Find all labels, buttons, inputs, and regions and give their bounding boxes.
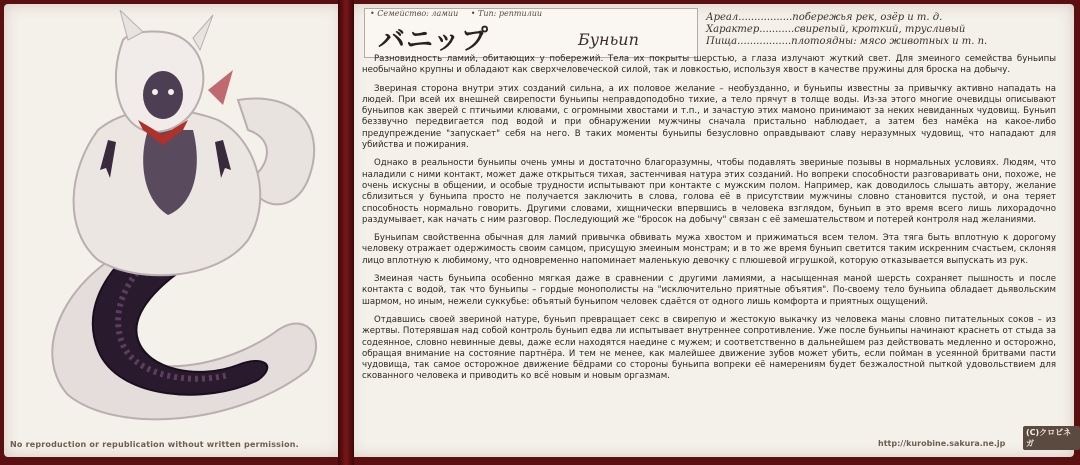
paragraph-5: Змеиная часть буньипа особенно мягкая даже в сравнении с другими ламиями, а насыщенная маной шерсть сохраняет пышность и после контакта с водой, так что буньипы – гордые монополисты на "исключительно приятные объятия". По-своему тело буньипа обладает дьявольским шармом, но иным, нежели суккубье: объятый буньипом человек сдаётся от одного лишь комфорта и приятных ощущений. bbox=[362, 274, 1056, 307]
bunyip-illustration bbox=[8, 10, 338, 435]
russian-name: Буньип bbox=[578, 30, 639, 49]
stat-food: Пища.................плотоядны: мясо животных и т. п. bbox=[706, 36, 988, 47]
classification-tags bbox=[370, 9, 552, 18]
paragraph-4: Буньипам свойственна обычная для ламий привычка обвивать мужа хвостом и прижиматься всем телом. Эта тяга быть вплотную к дорогому человеку отражает одержимость своим самцом, присущую змеиным монстрам; и в то же время буньип светится таким искренним счастьем, склоняя лицо вплотную к любимому, что одновременно напоминает маленькую девочку с плюшевой игрушкой, которую отказывается выпускать из рук. bbox=[362, 233, 1056, 266]
paragraph-1: Разновидность ламий, обитающих у побережий. Тела их покрыты шерстью, а глаза излучают жуткий свет. Для змеиного семейства буньипы необычайно крупны и обладают как сверхчеловеческой силой, так и ловкостью, используя хвост в качестве пружины для броска на добычу. bbox=[362, 54, 1056, 76]
stats-block bbox=[706, 12, 1066, 48]
book-spine bbox=[338, 0, 354, 465]
website-url[interactable]: http://kurobine.sakura.ne.jp bbox=[878, 439, 1006, 448]
copyright-notice: No reproduction or republication without written permission. bbox=[10, 440, 299, 449]
stat-character: Характер...........свирепый, кроткий, трусливый bbox=[706, 24, 966, 35]
paragraph-6: Отдавшись своей звериной натуре, буньип превращает секс в свирепую и жестокую выкачку из человека маны словно питательных соков – из жертвы. Потерявшая над собой контроль буньип едва ли испытывает внутреннее сопротивление. Уже после буньипы начинают краснеть от стыда за содеянное, словно невинные девы, даже если находятся наедине с мужем; и соответственно в дальнейшем раз действовать медленно и осторожно, обращая внимание на состояние партнёра. И тем не менее, как малейшее движение зубов может убить, если пойман в усеянной бритвами пасти чудовища, так самое осторожное движение бёдрами со стороны буньипа вопреки её намерениям будет безжалостной пыткой удовольствием для скованного человека и приводить ко всё новым и новым оргазмам. bbox=[362, 314, 1056, 382]
paragraph-3: Однако в реальности буньипы очень умны и достаточно благоразумны, чтобы подавлять звериные позывы в нормальных условиях. Людям, что наладили с ними контакт, может даже открыться тихая, застенчивая натура этих созданий. Но вопреки способности разговаривать они, похоже, не очень искусны в общении, и особые трудности испытывают при контакте с мужским полом. Например, как доводилось слышать автору, желание сблизиться у буньипа просто не получается заключить в слова, голова её в присутствии мужчины словно становится пустой, и она теряет способность нормально говорить. Другими словами, хищнически впервшись в человека взглядом, буньип в это время всего лишь лихорадочно раздумывает, как начать с ним разговор. Последующий же "бросок на добычу" связан с её замешательством и потерей контроля над желаниями. bbox=[362, 158, 1056, 225]
right-ear bbox=[193, 15, 213, 50]
family-tag: • Семейство: ламии bbox=[370, 9, 459, 18]
paragraph-2: Звериная сторона внутри этих созданий сильна, а их половое желание – необузданно, и буньипы известны за привычку активно нападать на людей. При всей их внешней свирепости буньипы неправдоподобно тихие, а тело прячут в толще воды. Из-за этого многие очевидцы описывают буньипов как зверей с птичьими клювами, с огромными хвостами и т.п., и зачастую этих мамоно принимают за неких невиданных чудовищ. Буньип беззвучно передвигается под водой и при обнаружении мужчины сначала пристально наблюдает, а затем без намёка на какое-либо предупреждение "запускает" себя на него. В таких моменты буньипы безусловно оправдывают славу неразумных чудовищ, что нападают для убийства и пожирания. bbox=[362, 83, 1056, 151]
right-eye bbox=[168, 89, 174, 95]
japanese-name: バニップ bbox=[378, 25, 489, 56]
stat-area: Ареал.................побережья рек, озёр и т. д. bbox=[706, 12, 943, 23]
type-tag: • Тип: рептилии bbox=[470, 9, 543, 18]
left-eye bbox=[152, 89, 158, 95]
face bbox=[143, 71, 183, 119]
copyright-stamp: (C)クロビネガ bbox=[1023, 426, 1080, 450]
red-feather bbox=[208, 70, 233, 105]
description-text bbox=[362, 54, 1056, 429]
